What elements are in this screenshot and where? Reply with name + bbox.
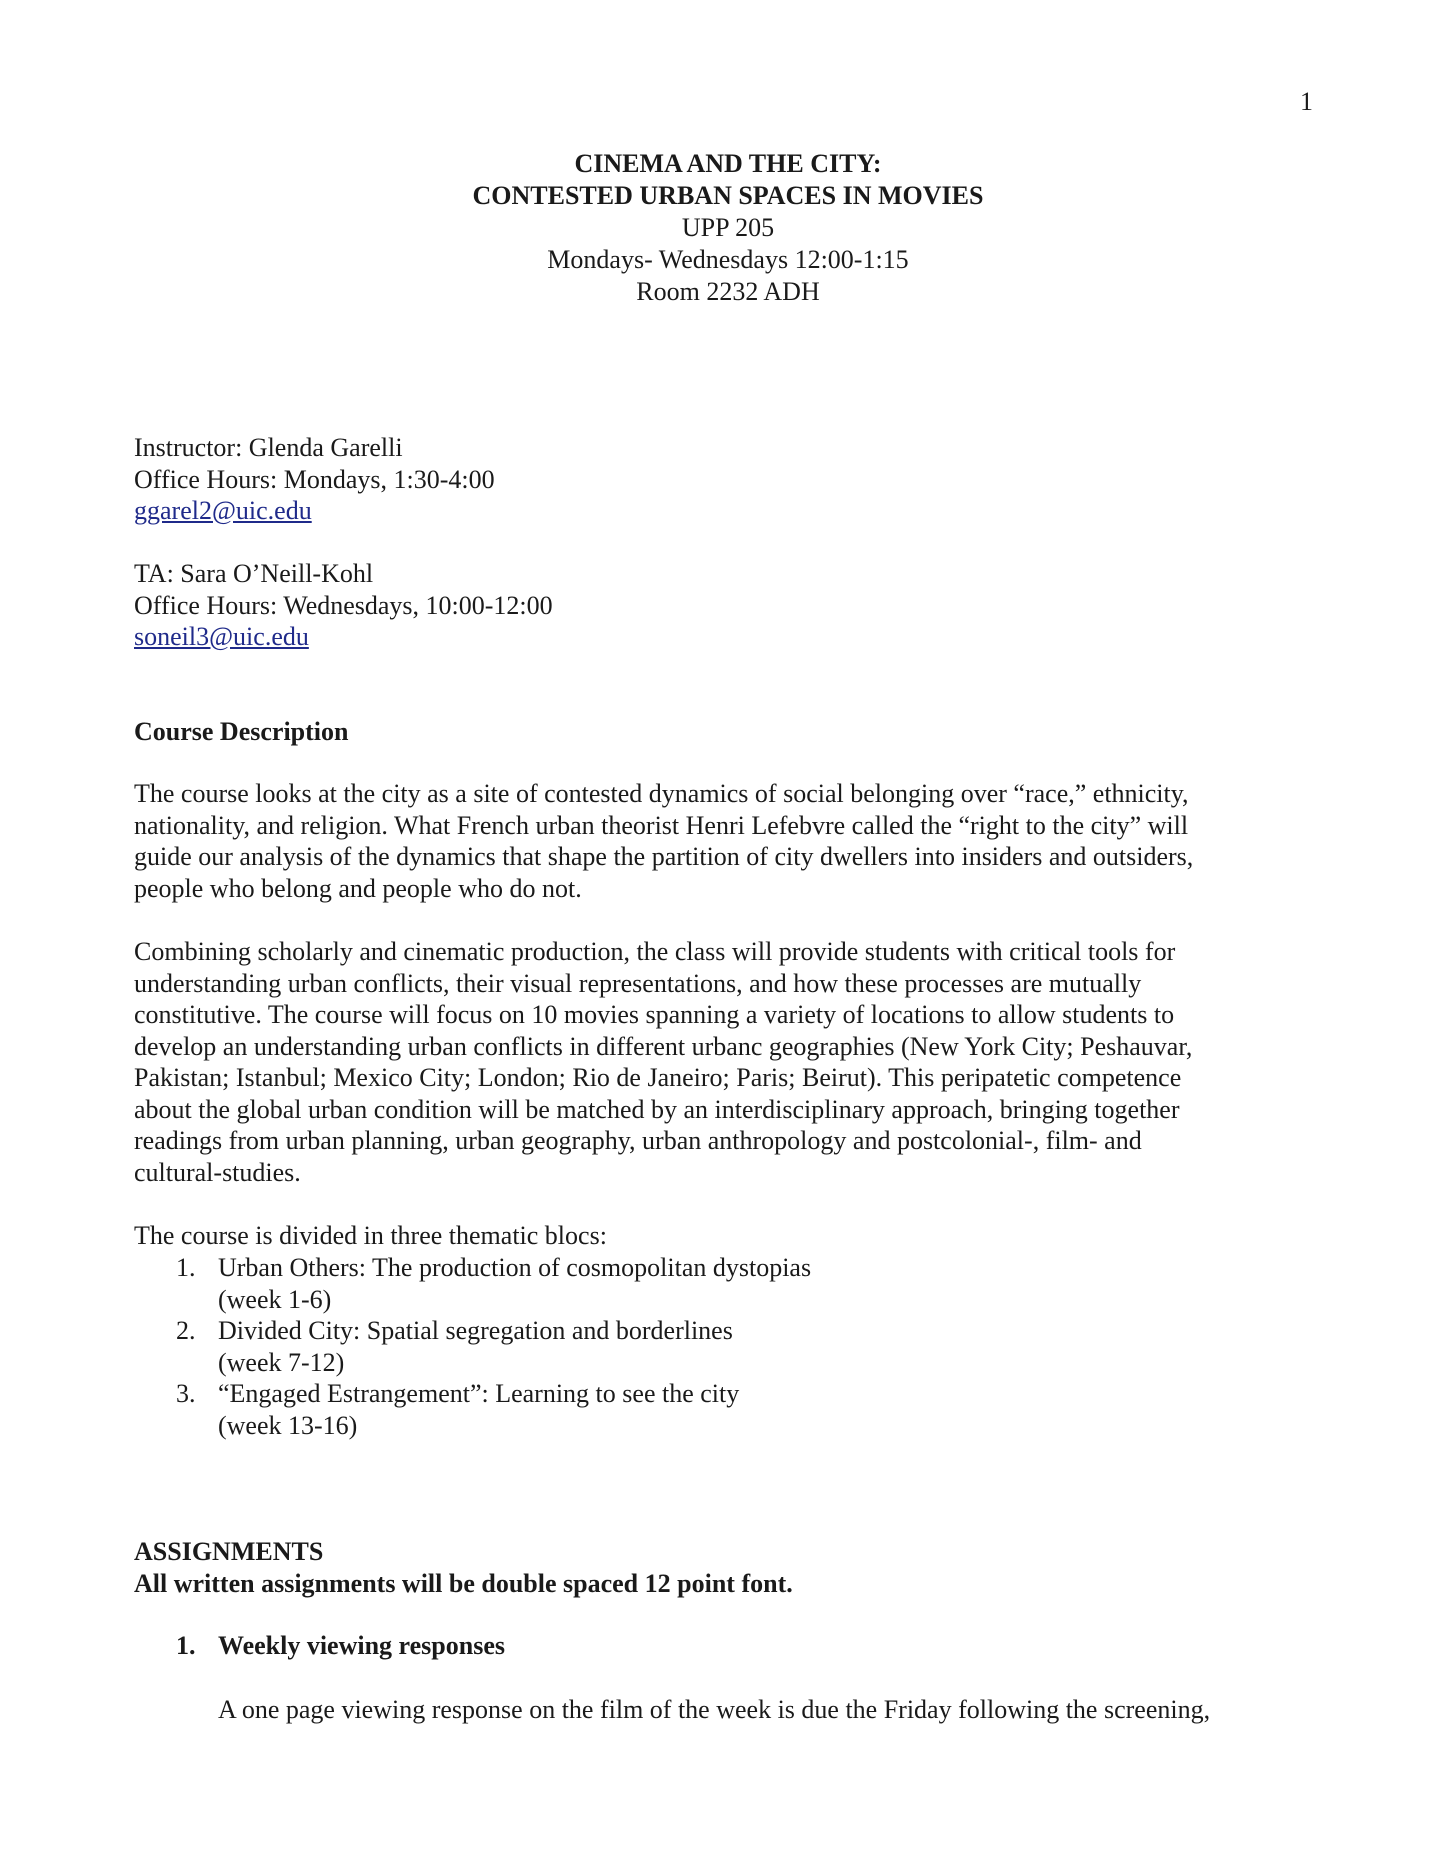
course-header: [0, 148, 1456, 308]
assignment-item-1-heading: [176, 1630, 505, 1662]
thematic-blocs-intro: [134, 1220, 1324, 1252]
assignments-heading: ASSIGNMENTS: [134, 1537, 324, 1566]
blocs-intro-text: The course is divided in three thematic blocs:: [134, 1221, 607, 1250]
list-item-number: 1.: [176, 1253, 196, 1282]
list-item-weeks: (week 13-16): [218, 1410, 358, 1440]
list-item-weeks: (week 7-12): [218, 1347, 345, 1377]
list-item-number: 3.: [176, 1379, 196, 1408]
page-number: 1: [1300, 87, 1313, 116]
description-paragraph-2-line: readings from urban planning, urban geography, urban anthropology and postcolonial-, film- and: [134, 1126, 1142, 1155]
assignments-section: [134, 1536, 793, 1599]
list-item-title: Urban Others: The production of cosmopolitan dystopias: [218, 1253, 812, 1282]
instructor-contact: [134, 432, 1334, 527]
assignment-item-1-title: Weekly viewing responses: [218, 1631, 505, 1660]
description-paragraph-2-line: constitutive. The course will focus on 10 movies spanning a variety of locations to allow students to: [134, 1000, 1175, 1029]
list-item: [134, 1252, 1324, 1315]
list-item: [134, 1378, 1324, 1441]
description-paragraph-2-line: Combining scholarly and cinematic production, the class will provide students with critical tools for: [134, 937, 1176, 966]
list-item: [134, 1315, 1324, 1378]
ta-name: TA: Sara O’Neill-Kohl: [134, 559, 374, 588]
description-paragraph-1-line: nationality, and religion. What French urban theorist Henri Lefebvre called the “right to the city” will: [134, 810, 1189, 840]
description-paragraph-2-line: about the global urban condition will be matched by an interdisciplinary approach, bringing together: [134, 1094, 1180, 1124]
assignment-item-1-text: A one page viewing response on the film of the week is due the Friday following the screening,: [218, 1695, 1211, 1724]
description-paragraph-1-line: people who belong and people who do not.: [134, 873, 582, 903]
course-code: UPP 205: [681, 213, 775, 242]
instructor-email-link[interactable]: ggarel2@uic.edu: [134, 496, 312, 525]
list-item-weeks: (week 1-6): [218, 1284, 332, 1314]
description-paragraph-2: [134, 936, 1324, 1188]
description-paragraph-2-line: understanding urban conflicts, their visual representations, and how these processes are mutually: [134, 968, 1142, 998]
course-title-line-2: CONTESTED URBAN SPACES IN MOVIES: [472, 181, 984, 210]
list-item-number: 2.: [176, 1316, 196, 1345]
course-schedule: Mondays- Wednesdays 12:00-1:15: [547, 245, 909, 274]
description-paragraph-1-line: guide our analysis of the dynamics that shape the partition of city dwellers into insiders and outsiders,: [134, 842, 1194, 871]
instructor-office-hours: Office Hours: Mondays, 1:30-4:00: [134, 464, 495, 494]
list-item-title: Divided City: Spatial segregation and borderlines: [218, 1316, 733, 1345]
ta-office-hours: Office Hours: Wednesdays, 10:00-12:00: [134, 590, 553, 620]
description-paragraph-2-line: develop an understanding urban conflicts in different urbanc geographies (New York City; Peshauvar,: [134, 1031, 1193, 1061]
course-title-line-1: CINEMA AND THE CITY:: [574, 149, 882, 178]
ta-email-link[interactable]: soneil3@uic.edu: [134, 622, 309, 651]
list-item-title: “Engaged Estrangement”: Learning to see the city: [218, 1379, 740, 1408]
course-description-heading: Course Description: [134, 717, 349, 746]
course-room: Room 2232 ADH: [636, 277, 820, 306]
ta-contact: [134, 558, 1334, 653]
description-paragraph-1-line: The course looks at the city as a site of contested dynamics of social belonging over “race,” ethnicity,: [134, 779, 1189, 808]
assignments-format-note: All written assignments will be double spaced 12 point font.: [134, 1568, 793, 1598]
thematic-blocs-list: [134, 1252, 1324, 1441]
instructor-name: Instructor: Glenda Garelli: [134, 433, 403, 462]
description-paragraph-1: [134, 778, 1324, 904]
description-paragraph-2-line: Pakistan; Istanbul; Mexico City; London; Rio de Janeiro; Paris; Beirut). This peripatetic competence: [134, 1063, 1182, 1092]
description-paragraph-2-line: cultural-studies.: [134, 1157, 301, 1187]
assignment-item-1-number: 1.: [176, 1631, 196, 1660]
